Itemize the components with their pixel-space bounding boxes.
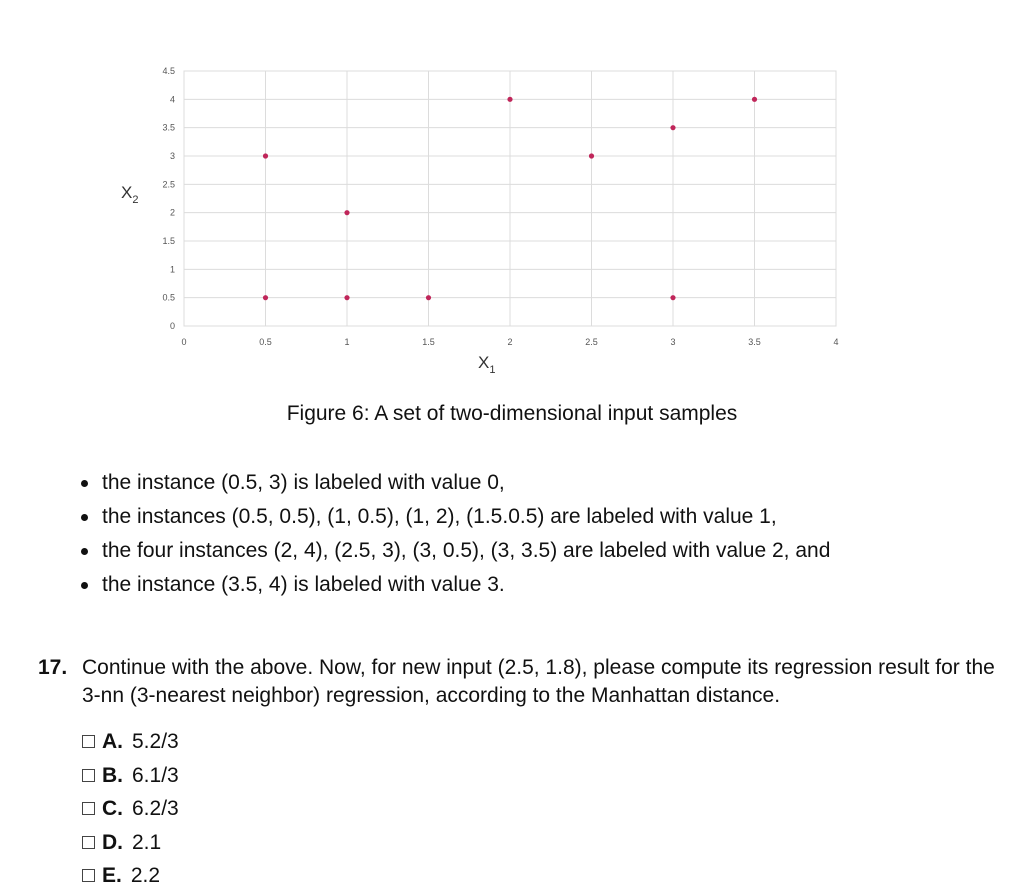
x-tick-label: 2.5 (585, 337, 598, 347)
y-tick-label: 3 (169, 151, 175, 161)
data-point (344, 295, 349, 300)
y-tick-label: 0.5 (162, 292, 175, 303)
y-tick-label: 2.5 (162, 179, 175, 190)
question-text: Continue with the above. Now, for new input (2.5, 1.8), please compute its regression result for the 3-nn (3-nearest neighbor) regression, according to the Manhattan distance. (82, 656, 995, 707)
list-item: the instance (0.5, 3) is labeled with value 0, (78, 466, 830, 500)
y-tick-label: 2 (169, 207, 175, 218)
option-c[interactable]: C. 6.2/3 (82, 792, 179, 826)
y-tick-label: 1.5 (162, 236, 175, 246)
x-tick-label: 4 (833, 337, 839, 347)
list-item: the instances (0.5, 0.5), (1, 0.5), (1, 2), (1.5.0.5) are labeled with value 1, (78, 500, 830, 534)
scatter-chart (0, 0, 1024, 390)
data-point (344, 210, 349, 215)
checkbox[interactable] (82, 802, 95, 815)
x-tick-label: 3 (670, 337, 676, 347)
bullet-icon (81, 514, 88, 521)
label-list (78, 466, 830, 602)
x-tick-label: 1 (344, 337, 350, 347)
checkbox[interactable] (82, 869, 95, 882)
answer-options (82, 725, 179, 893)
figure-caption: Figure 6: A set of two-dimensional input samples (286, 402, 738, 425)
x-tick-label: 3.5 (748, 337, 761, 347)
bullet-icon (81, 480, 88, 487)
data-point (752, 97, 757, 102)
y-tick-label: 0 (169, 321, 175, 331)
bullet-icon (81, 582, 88, 589)
x-tick-label: 1.5 (422, 337, 435, 347)
x-axis-label: $X_1$ (478, 353, 496, 376)
data-point (426, 295, 431, 300)
option-e[interactable]: E. 2.2 (82, 859, 179, 893)
y-axis-label: $X_2$ (121, 183, 139, 206)
data-point (589, 153, 594, 158)
option-a[interactable]: A. 5.2/3 (82, 725, 179, 759)
y-tick-label: 4.5 (162, 66, 175, 76)
question-block (38, 654, 998, 710)
data-point (670, 125, 675, 130)
y-tick-label: 3.5 (162, 122, 175, 133)
option-d[interactable]: D. 2.1 (82, 826, 179, 860)
list-item: the instance (3.5, 4) is labeled with value 3. (78, 568, 830, 602)
checkbox[interactable] (82, 836, 95, 849)
x-tick-label: 2 (507, 337, 513, 347)
question-number: 17. (38, 656, 68, 679)
option-b[interactable]: B. 6.1/3 (82, 759, 179, 793)
list-item: the four instances (2, 4), (2.5, 3), (3, 0.5), (3, 3.5) are labeled with value 2, and (78, 534, 830, 568)
x-tick-label: 0.5 (259, 337, 272, 347)
y-tick-label: 4 (169, 94, 175, 105)
data-point (507, 97, 512, 102)
checkbox[interactable] (82, 769, 95, 782)
y-tick-label: 1 (169, 264, 175, 275)
data-point (670, 295, 675, 300)
data-point (263, 153, 268, 158)
x-tick-label: 0 (181, 337, 187, 347)
data-point (263, 295, 268, 300)
bullet-icon (81, 548, 88, 555)
checkbox[interactable] (82, 735, 95, 748)
